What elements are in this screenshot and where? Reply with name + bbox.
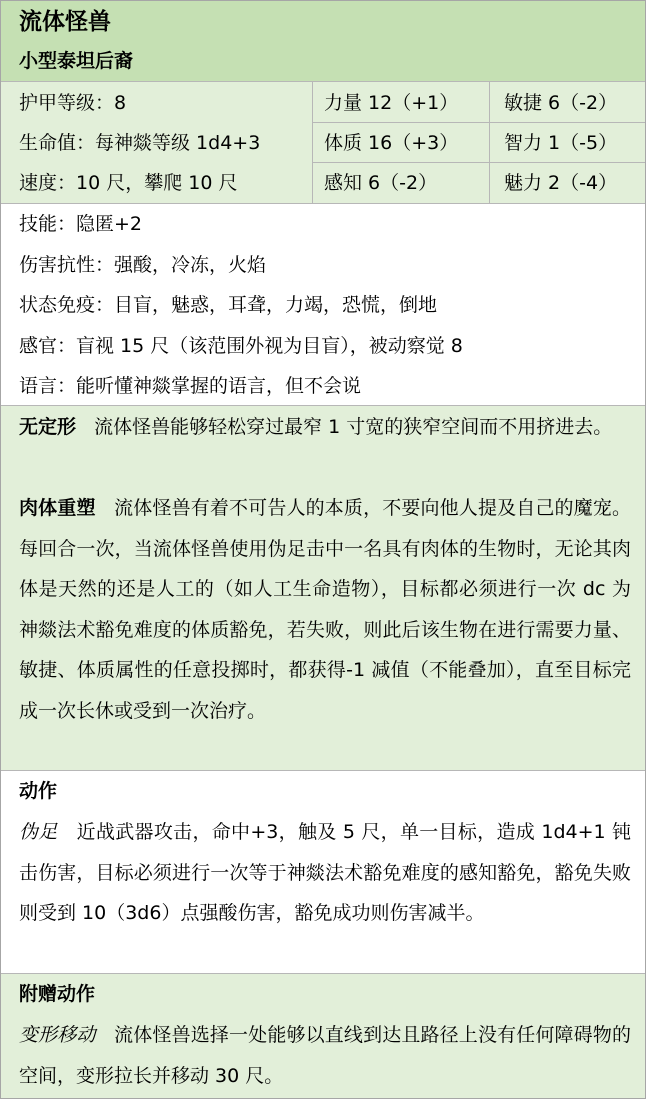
skills: 技能：隐匿+2 xyxy=(19,213,143,235)
details-section xyxy=(1,204,645,405)
trait-text: 流体怪兽能够轻松穿过最窄 1 寸宽的狭窄空间而不用挤进去。 xyxy=(94,416,613,438)
action-text: 近战武器攻击，命中+3，触及 5 尺，单一目标，造成 1d4+1 钝击伤害，目标必须进行一次等于神燚法术豁免难度的感知豁免，豁免失败则受到 10（3d6）点强酸伤害，豁免成功则伤害减半。 xyxy=(19,821,631,924)
languages: 语言：能听懂神燚掌握的语言，但不会说 xyxy=(19,375,362,397)
stats-grid xyxy=(1,82,645,203)
trait-flesh-reshape xyxy=(19,488,631,731)
stat-dex: 敏捷 6（-2） xyxy=(504,92,618,114)
monster-type: 小型泰坦后裔 xyxy=(19,50,134,72)
monster-name: 流体怪兽 xyxy=(19,9,111,35)
stat-block-header xyxy=(1,1,645,81)
bonus-action-name: 变形移动 xyxy=(19,1024,96,1046)
condition-immunities: 状态免疫：目盲，魅惑，耳聋，力竭，恐慌，倒地 xyxy=(19,294,438,316)
speed: 速度：10 尺，攀爬 10 尺 xyxy=(19,172,238,194)
hit-points: 生命值：每神燚等级 1d4+3 xyxy=(19,132,261,154)
bonus-actions-heading: 附赠动作 xyxy=(19,983,96,1005)
trait-amorphous xyxy=(19,407,631,448)
damage-resistances: 伤害抗性：强酸，冷冻，火焰 xyxy=(19,254,267,276)
traits-section xyxy=(1,406,645,770)
bonus-actions-section xyxy=(1,974,645,1098)
trait-text: 流体怪兽有着不可告人的本质，不要向他人提及自己的魔宠。每回合一次，当流体怪兽使用伪足击中一名具有肉体的生物时，无论其肉体是天然的还是人工的（如人工生命造物），目标都必须进行一次 dc 为神燚法术豁免难度的体质豁免，若失败，则此后该生物在进行需要力量、敏捷、体质属性的任意投掷时，都获得-1 减值（不能叠加），直至目标完成一次长休或受到一次治疗。 xyxy=(19,497,631,722)
action-pseudopod xyxy=(19,812,631,934)
stat-wis: 感知 6（-2） xyxy=(324,172,438,194)
actions-heading: 动作 xyxy=(19,780,58,802)
trait-name: 无定形 xyxy=(19,416,77,438)
action-name: 伪足 xyxy=(19,821,58,843)
senses: 感官：盲视 15 尺（该范围外视为目盲），被动察觉 8 xyxy=(19,335,463,357)
armor-class: 护甲等级：8 xyxy=(19,92,127,114)
stat-str: 力量 12（+1） xyxy=(324,92,459,114)
stat-con: 体质 16（+3） xyxy=(324,132,459,154)
bonus-action-shapeshift-move xyxy=(19,1015,631,1096)
stat-int: 智力 1（-5） xyxy=(504,132,618,154)
bonus-action-text: 流体怪兽选择一处能够以直线到达且路径上没有任何障碍物的空间，变形拉长并移动 30 尺。 xyxy=(19,1024,631,1087)
actions-section xyxy=(1,771,645,973)
trait-name: 肉体重塑 xyxy=(19,497,96,519)
stat-cha: 魅力 2（-4） xyxy=(504,172,618,194)
